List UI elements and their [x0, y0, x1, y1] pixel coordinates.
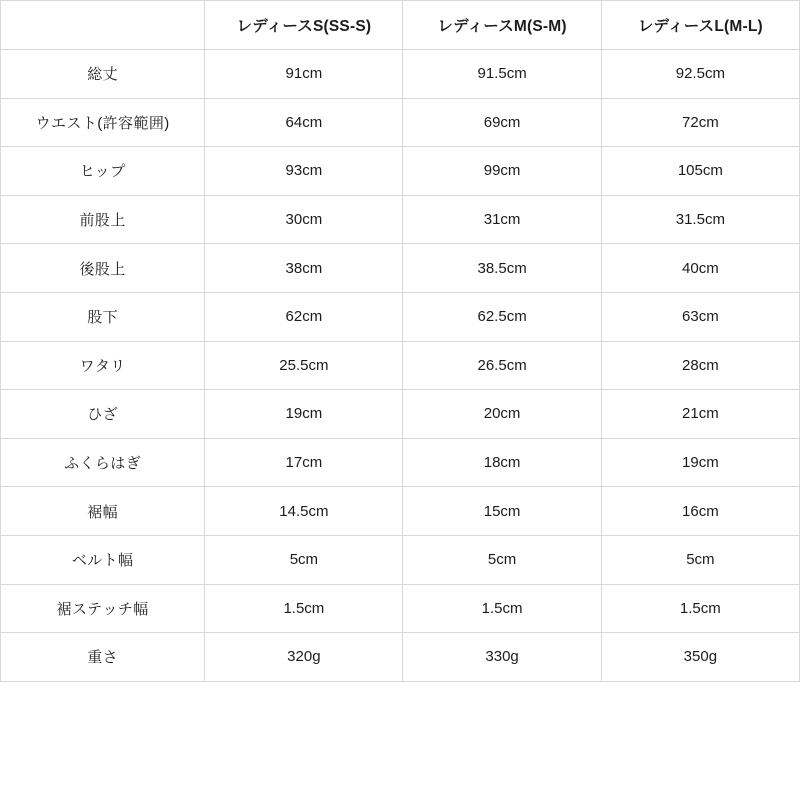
cell-value: 91.5cm — [403, 50, 601, 99]
row-label: 裾ステッチ幅 — [1, 584, 205, 633]
cell-value: 26.5cm — [403, 341, 601, 390]
table-row — [1, 535, 800, 584]
row-label: ベルト幅 — [1, 535, 205, 584]
cell-value: 320g — [205, 633, 403, 682]
cell-value: 25.5cm — [205, 341, 403, 390]
cell-value: 1.5cm — [403, 584, 601, 633]
row-label: 総丈 — [1, 50, 205, 99]
table-row — [1, 50, 800, 99]
column-header-size-l: レディースL(M-L) — [601, 1, 799, 50]
table-row — [1, 438, 800, 487]
row-label: ひざ — [1, 390, 205, 439]
cell-value: 91cm — [205, 50, 403, 99]
cell-value: 14.5cm — [205, 487, 403, 536]
cell-value: 28cm — [601, 341, 799, 390]
cell-value: 40cm — [601, 244, 799, 293]
cell-value: 21cm — [601, 390, 799, 439]
table-row — [1, 195, 800, 244]
cell-value: 5cm — [601, 535, 799, 584]
cell-value: 62cm — [205, 292, 403, 341]
cell-value: 93cm — [205, 147, 403, 196]
cell-value: 72cm — [601, 98, 799, 147]
cell-value: 69cm — [403, 98, 601, 147]
cell-value: 63cm — [601, 292, 799, 341]
table-row — [1, 147, 800, 196]
cell-value: 18cm — [403, 438, 601, 487]
cell-value: 19cm — [601, 438, 799, 487]
cell-value: 17cm — [205, 438, 403, 487]
cell-value: 20cm — [403, 390, 601, 439]
cell-value: 62.5cm — [403, 292, 601, 341]
column-header-size-m: レディースM(S-M) — [403, 1, 601, 50]
row-label: ワタリ — [1, 341, 205, 390]
table-row — [1, 341, 800, 390]
cell-value: 16cm — [601, 487, 799, 536]
row-label: 前股上 — [1, 195, 205, 244]
cell-value: 5cm — [403, 535, 601, 584]
table-row — [1, 487, 800, 536]
table-body — [1, 50, 800, 682]
table-row — [1, 244, 800, 293]
table-row — [1, 292, 800, 341]
cell-value: 1.5cm — [601, 584, 799, 633]
cell-value: 330g — [403, 633, 601, 682]
cell-value: 31.5cm — [601, 195, 799, 244]
cell-value: 92.5cm — [601, 50, 799, 99]
table-header — [1, 1, 800, 50]
row-label: ウエスト(許容範囲) — [1, 98, 205, 147]
row-label: ヒップ — [1, 147, 205, 196]
cell-value: 5cm — [205, 535, 403, 584]
cell-value: 31cm — [403, 195, 601, 244]
table-row — [1, 584, 800, 633]
row-label: 裾幅 — [1, 487, 205, 536]
row-label: ふくらはぎ — [1, 438, 205, 487]
cell-value: 38.5cm — [403, 244, 601, 293]
cell-value: 19cm — [205, 390, 403, 439]
table-row — [1, 633, 800, 682]
cell-value: 64cm — [205, 98, 403, 147]
cell-value: 105cm — [601, 147, 799, 196]
table-row — [1, 390, 800, 439]
cell-value: 30cm — [205, 195, 403, 244]
table-row — [1, 98, 800, 147]
header-row — [1, 1, 800, 50]
cell-value: 15cm — [403, 487, 601, 536]
cell-value: 350g — [601, 633, 799, 682]
row-label: 重さ — [1, 633, 205, 682]
cell-value: 99cm — [403, 147, 601, 196]
cell-value: 38cm — [205, 244, 403, 293]
column-header-size-s: レディースS(SS-S) — [205, 1, 403, 50]
row-label: 股下 — [1, 292, 205, 341]
row-label: 後股上 — [1, 244, 205, 293]
table-corner-cell — [1, 1, 205, 50]
cell-value: 1.5cm — [205, 584, 403, 633]
